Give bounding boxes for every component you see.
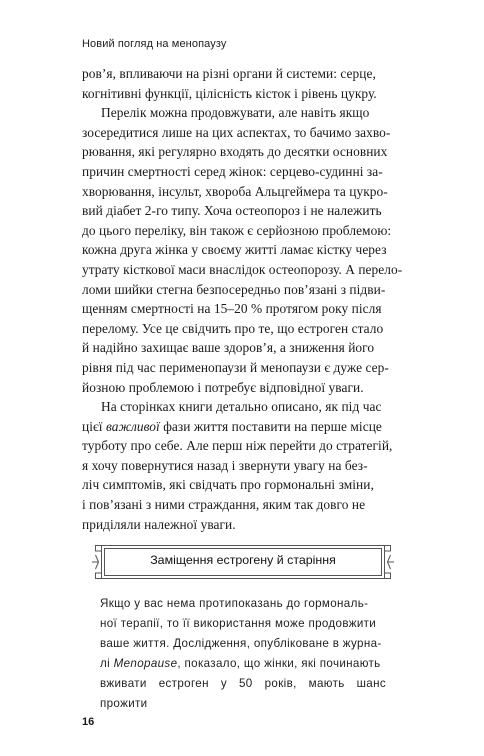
text-line	[100, 657, 381, 670]
text-line: щенням смертності на 15–20 % протягом року після	[82, 301, 382, 317]
body-text	[82, 64, 403, 534]
text-line: кожна друга жінка у своєму житті ламає кістку через	[82, 242, 387, 258]
text-line: вживати естроген у 50 років, мають шанс прожити	[100, 677, 386, 710]
text-fragment: лі	[100, 657, 114, 670]
text-line: йозною проблемою і потребує відповідної уваги.	[82, 379, 364, 395]
text-line: до цього переліку, він також є серйозною проблемою:	[82, 222, 392, 238]
text-line: Перелік можна продовжувати, але навіть якщо	[101, 105, 370, 121]
paragraph-2	[82, 103, 403, 397]
text-line: ров’я, впливаючи на різні органи й системи: серце,	[82, 66, 376, 81]
sidebar-title-frame	[91, 541, 395, 583]
italic-word: важливої	[105, 418, 160, 434]
text-line: і пов’язані з ними страждання, яким так довго не	[82, 497, 366, 513]
text-fragment: фази життя поставити на перше місце	[159, 418, 382, 434]
text-line: На сторінках книги детально описано, як під час	[101, 399, 382, 415]
text-line: ломи шийки стегна безпосередньо пов’язані з підви-	[82, 281, 386, 297]
text-line: я хочу повернутися назад і звернути увагу на без-	[82, 457, 368, 473]
text-line: хворювання, інсульт, хвороба Альцгеймера та цукро-	[82, 183, 388, 199]
text-line: перелому. Усе це свідчить про те, що естроген стало	[82, 320, 384, 336]
text-line: причин смертності серед жінок: серцево-судинні за-	[82, 163, 383, 179]
text-line: ної терапії, то її використання може продовжити	[100, 617, 377, 630]
sidebar-paragraph	[100, 594, 386, 714]
text-line: утрату кісткової маси внаслідок остеопорозу. А перело-	[82, 261, 403, 277]
text-line	[82, 419, 382, 434]
sidebar-text	[100, 594, 386, 714]
text-line: зосередитися лише на цих аспектах, то бачимо захво-	[82, 124, 391, 140]
text-fragment: , показало, що жінки, які починають	[177, 657, 381, 670]
text-line: вий діабет 2-го типу. Хоча остеопороз і не належить	[82, 203, 382, 219]
text-line: рівня під час перименопаузи й менопаузи є дуже сер-	[82, 359, 389, 375]
text-line: турботу про себе. Але перш ніж перейти до стратегій,	[82, 438, 393, 454]
text-line: ліч симптомів, які свідчать про гормональні зміни,	[82, 477, 374, 493]
text-line: когнітивні функції, цілісність кісток і рівень цукру.	[82, 85, 377, 101]
page-number: 16	[82, 716, 95, 728]
paragraph-3	[82, 397, 403, 534]
running-head: Новий погляд на менопаузу	[82, 38, 227, 50]
sidebar-title: Заміщення естрогену й старіння	[150, 553, 336, 567]
paragraph-1	[82, 64, 403, 103]
text-line: рювання, які регулярно входять до десятки основних	[82, 144, 388, 160]
text-fragment: цієї	[82, 418, 106, 434]
text-line: й надійно захищає ваше здоров’я, а зниження його	[82, 340, 375, 356]
text-line: приділяли належної уваги.	[82, 516, 236, 532]
italic-journal-name: Menopause	[113, 657, 178, 670]
text-line: ваше життя. Дослідження, опубліковане в журна-	[100, 637, 382, 650]
text-line: Якщо у вас нема протипоказань до гормональ-	[100, 597, 369, 610]
